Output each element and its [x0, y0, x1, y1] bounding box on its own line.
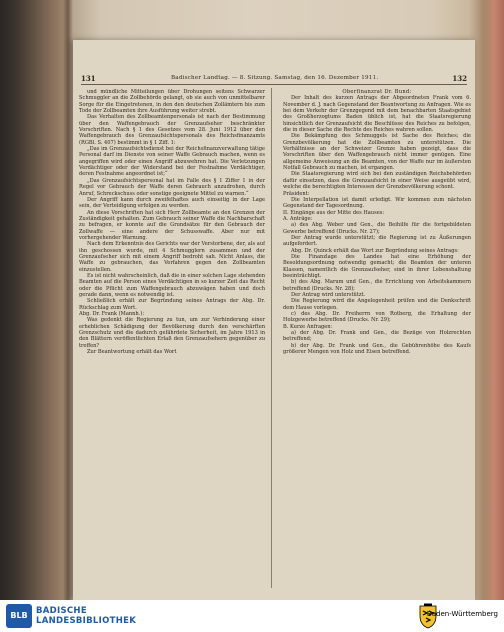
section-heading: II. Eingänge aus der Mitte des Hauses: — [283, 209, 385, 216]
document-page — [73, 40, 475, 600]
speaker-heading: Abg. Dr. Frank (Mannh.): — [79, 311, 145, 318]
paragraph: und mündliche Mitteilungen über Drohungen seitens Schwarzer Schmuggler an die Zollbehörde gelangt, ob sie auch von unmittelbarer Sorge für die Eingetretenen, in den den deutschen Zollämtern bis zum Tode der Zollbeamten ihre Ausführung weiter strebt. — [79, 89, 265, 115]
paragraph: „Das Grenzaufsichtspersonal hat im Falle des § 1 Ziffer 1 in der Regel vor Gebrauch der Waffe deren Gebrauch anzudrohen, durch Anruf, Schreckschuss oder sonstige geeignete Mittel zu warnen.“ — [79, 177, 265, 197]
paragraph: „Das im Grenzaufsichtsdienst bei der Reichsfinanzverwaltung tätige Personal darf im Dienste von seiner Waffe Gebrauch machen, wenn es angegriffen wird oder einen Angriff abzuwehren hat. Die Verletzungen Verdächtiger oder der Widerstand bei der Festnahme Verdächtiger, deren Festnahme angeordnet ist;“ — [79, 146, 265, 178]
paragraph: Die Interpellation ist damit erledigt. Wir kommen zum nächsten Gegenstand der Tagesordnung. — [283, 196, 471, 210]
left-column — [79, 89, 265, 594]
paragraph: Was gedenkt die Regierung zu tun, um zur Verhinderung einer erheblichen Schädigung der Bevölkerung durch den verschärften Grenzschutz und die dadurch gefährdete Sicherheit, im Jahre 1913 in den Blättern veröffentlichten Erlaß den Grenzaufsehern gegenüber zu treffen? — [79, 317, 265, 349]
paragraph: c) des Abg. Dr. Freiherrn von Rotberg, die Erhaltung der Holzgewerbe betreffend (Drucks. Nr. 29); — [283, 311, 471, 324]
paragraph: Der Inhalt des kurzen Antrags der Abgeordneten Frank vom 6. November d. J. nach Gegenstand der Beantwortung zu Anfragen. Wie es bei dem Verkehr der Grenzgegend mit dem benachbarten Staatsgebiet des Großherzogtums Baden üblich ist, hat die Staatsregierung hinsichtlich der Grenzaufsicht die Beschlüsse des Reiches zu befolgen, die in dieser Sache die Rechte des Reiches wahren sollen. — [283, 95, 471, 134]
paragraph: Nach dem Erkenntnis des Gerichts war der Verstorbene, der, als auf ihn geschossen wurde, mit 4 Schmugglern zusammen und der Grenzaufseher sich mit einem Angriff bedroht sah. Nicht Anlass, die Waffe zu gebrauchen, das Verfahren gegen den Zollbeamten einzustellen. — [79, 241, 265, 273]
paragraph: Schließlich erhält zur Begründung seines Antrags der Abg. Dr. Rückschlag zum Wort. — [79, 298, 265, 311]
right-column — [283, 89, 471, 594]
right-page-number: 132 — [452, 74, 467, 83]
running-title: Badischer Landtag. — 8. Sitzung. Samstag, den 16. Dezember 1911. — [171, 75, 379, 81]
paragraph: b) der Abg. Dr. Frank und Gen., die Gebührenhöhe des Kaufs größerer Mengen von Holz und Eisen betreffend. — [283, 342, 471, 356]
paragraph: Die Finanzlage des Landes hat eine Erhöhung der Besoldungsordnung notwendig gemacht; die Beamten der unteren Klassen, namentlich die Grenzaufseher, sind in ihrer Lebenshaltung beeinträchtigt. — [283, 253, 471, 279]
page-header — [81, 74, 467, 86]
paragraph: Abg. Dr. Quinck erhält das Wort zur Begründung seines Antrags: — [291, 247, 459, 254]
state-logo-text[interactable]: Baden-Württemberg — [426, 610, 498, 618]
footer-bar — [0, 600, 504, 632]
library-logo-text[interactable] — [36, 606, 136, 626]
paragraph: Das Verhalten des Zollbeamtenpersonals ist nach der Bestimmung über den Waffengebrauch der Grenzaufseher beschränkter Vorschriften. Nach § 1 des Gesetzes vom 28. Juni 1912 über den Waffengebrauch des Grenzaufsichtspersonals des Reichsfinanzamts (RGBl. S. 407) bestimmt in § 1 Ziff. 1: — [79, 114, 265, 146]
paragraph: Die Regierung wird die Angelegenheit prüfen und die Denkschrift dem Hause vorlegen. — [283, 298, 471, 311]
subsection-heading: B. Kurze Anfragen: — [283, 323, 333, 330]
column-divider — [271, 88, 272, 588]
blb-logo-icon[interactable]: BLB — [6, 604, 32, 628]
paragraph: Die Bekämpfung des Schmuggels ist Sache des Reiches; die Grenzbevölkerung hat die Zollbeamten zu unterstützen. Die Verhältnisse an der Schweizer Grenze haben gezeigt, dass die Vorschriften über den Waffengebrauch nicht immer genügen. Eine allgemeine Anweisung an die Beamten, von der Waffe nur im äußersten Notfall Gebrauch zu machen, ist ergangen. — [283, 133, 471, 172]
library-logo-line1: BADISCHE — [36, 606, 87, 616]
paragraph: Es ist nicht wahrscheinlich, daß die in einer solchen Lage stehenden Beamten auf die Person eines Verdächtigen in so kurzer Zeit das Recht oder die Pflicht zum Waffengebrauch abzuwägen haben und doch gerade dann, wenn es notwendig ist. — [79, 272, 265, 298]
paragraph: Der Angriff kann durch zweifelhaftes auch einseitig in der Lage sein, der Verteidigung erfolgen zu werden. — [79, 196, 265, 210]
paragraph: An diese Vorschriften hat sich Herr Zollbeamte an den Grenzen der Zuständigkeit gehalten. Zum Gebrauch seiner Waffe die Nachbarschaft zu befragen, er konnte auf die Grundsätze für den Gebrauch der Zollwaffe — eine andere der Schusswaffe. Aber nur mit vorhergehender Warnung. — [79, 209, 265, 241]
speaker-heading: Präsident: — [283, 190, 310, 197]
speaker-heading: Oberfinanzrat Dr. Bund: — [342, 89, 412, 95]
paragraph: Zur Beantwortung erhält das Wort — [87, 349, 177, 356]
header-rule — [81, 84, 467, 85]
library-logo-line2: LANDESBIBLIOTHEK — [36, 616, 137, 626]
paragraph: Der Antrag wird unterstützt. — [291, 292, 366, 298]
paragraph: a) der Abg. Dr. Frank und Gen., die Bezüge von Holzrechten betreffend; — [283, 330, 471, 343]
subsection-heading: A. Anträge: — [283, 215, 313, 222]
left-page-number: 131 — [81, 74, 96, 83]
paragraph: b) des Abg. Marum und Gen., die Errichtung von Arbeitskammern betreffend (Drucks. Nr. 28); — [283, 279, 471, 292]
paragraph: Die Staatsregierung wird sich bei den zuständigen Reichsbehörden dafür einsetzen, dass die Grenzaufsicht in einer Weise ausgeübt wird, welche die berechtigten Interessen der Grenzbevölkerung schont. — [283, 171, 471, 191]
paragraph: a) des Abg. Weber und Gen., die Beihilfe für die fortgebildeten Gewerbe betreffend (Drucks. Nr. 27); — [283, 222, 471, 235]
paragraph: Der Antrag wurde unterstützt; die Regierung ist zu Äußerungen aufgefordert. — [283, 234, 471, 248]
